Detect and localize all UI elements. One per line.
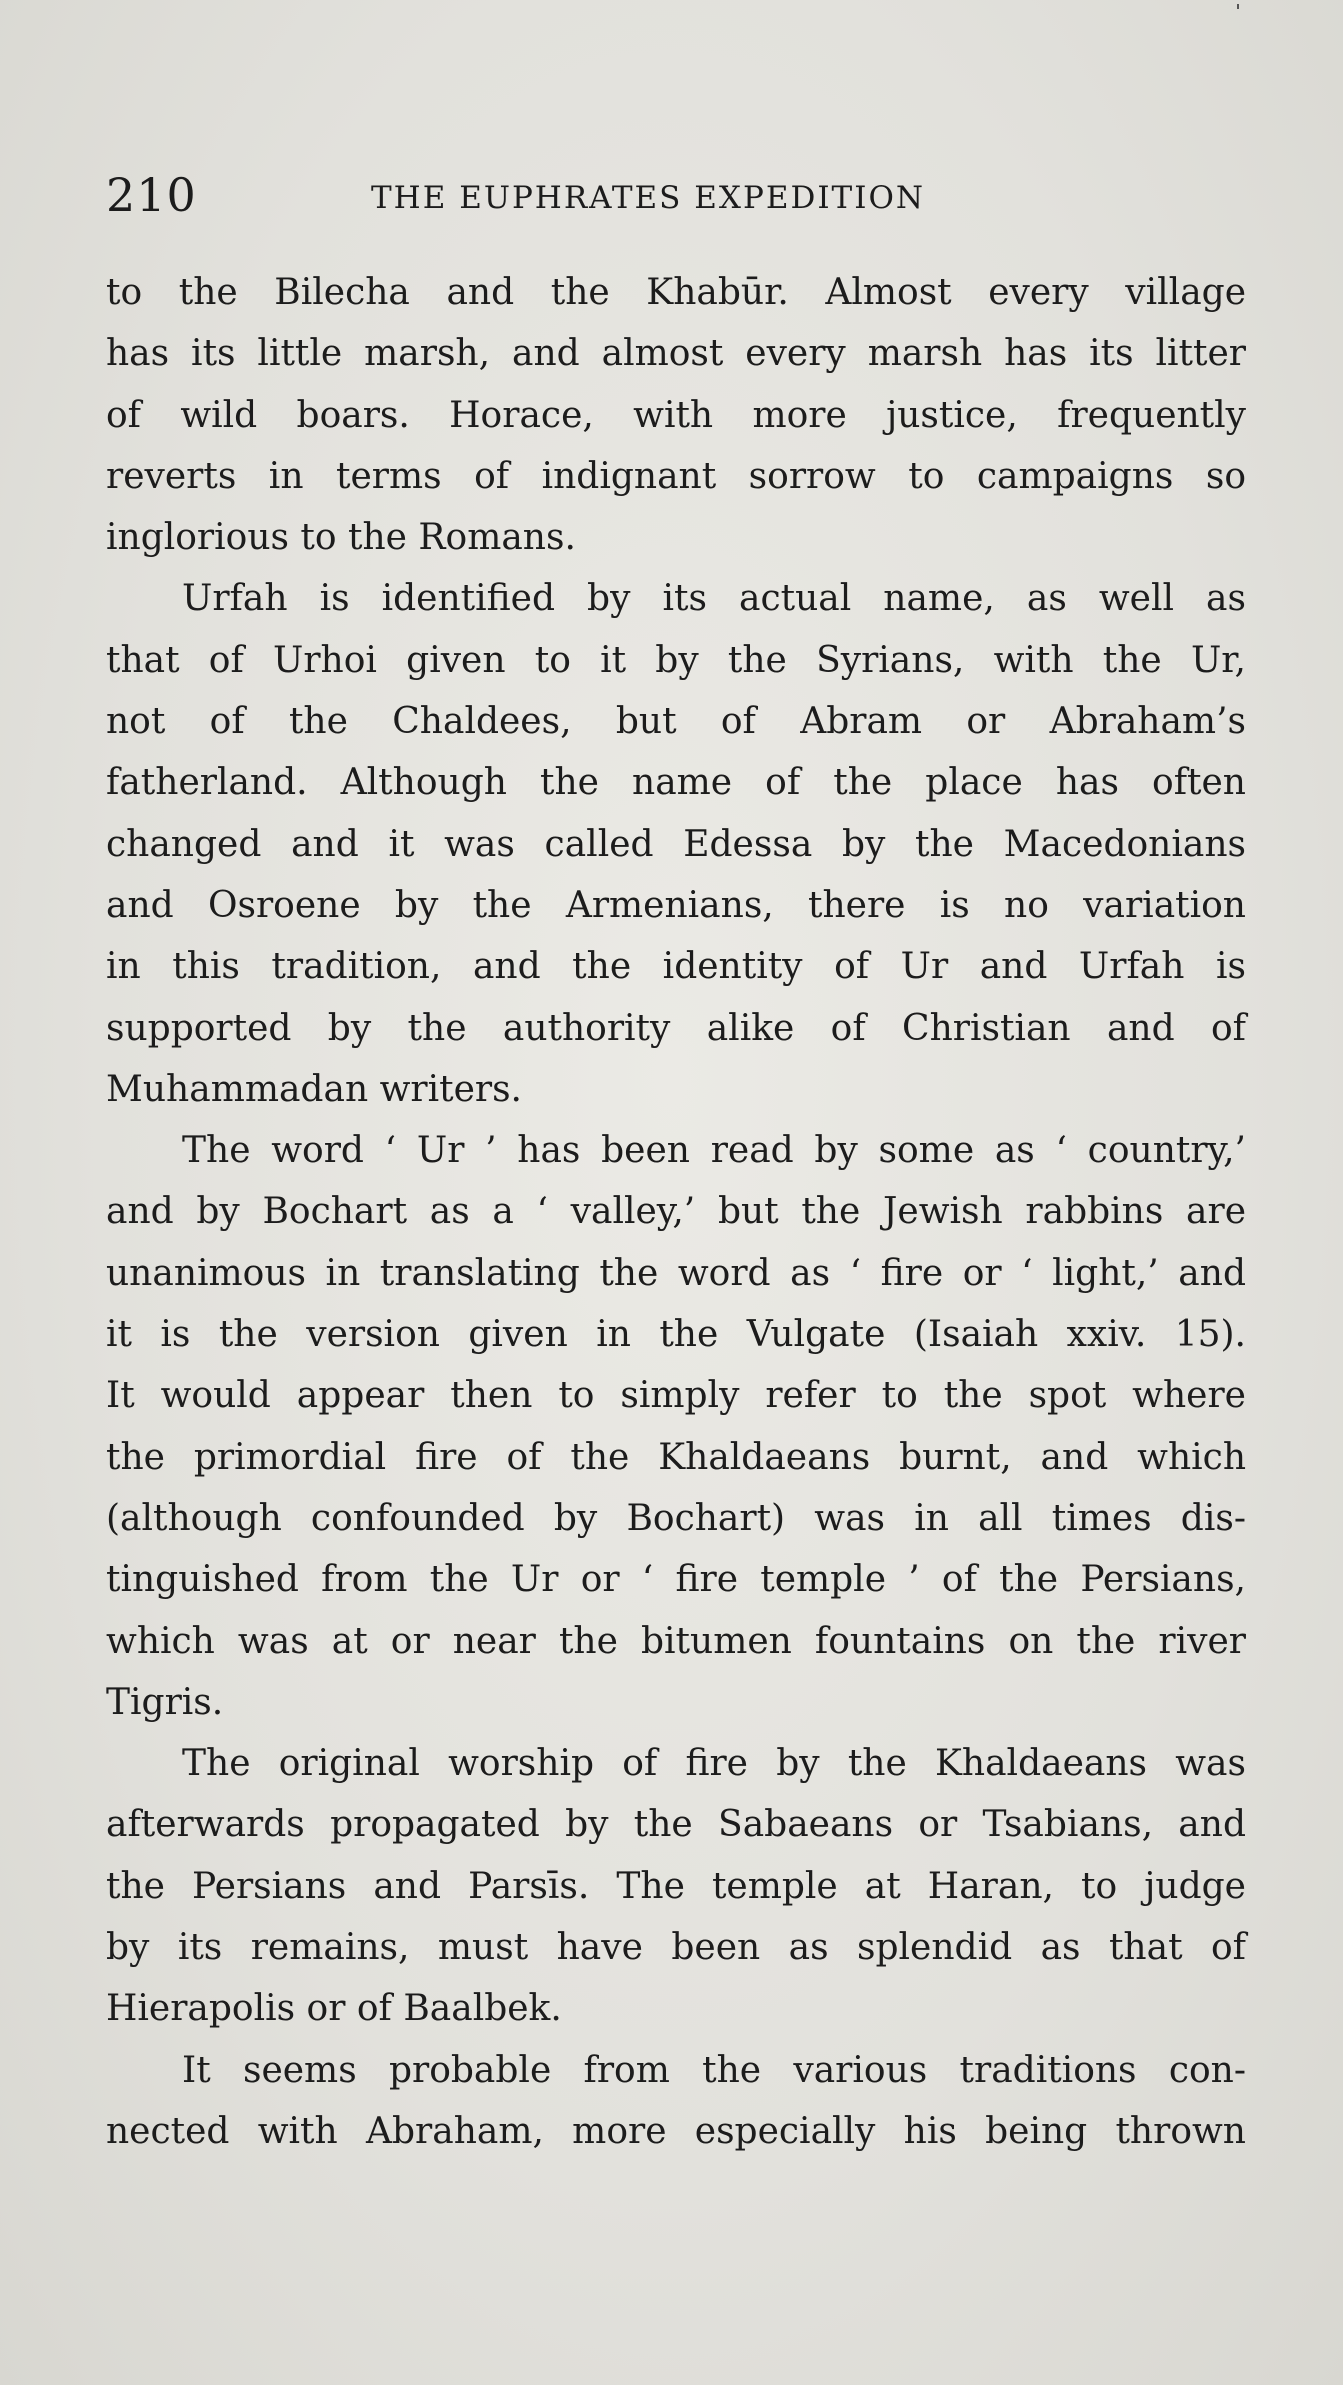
- text-line: Muhammadan writers.: [106, 1068, 523, 1110]
- text-line: to the Bilecha and the Khabūr. Almost every village: [106, 272, 1246, 313]
- text-line: nected with Abraham, more especially his being thrown: [106, 2110, 1246, 2152]
- text-line: It would appear then to simply refer to the spot where: [106, 1375, 1246, 1417]
- text-line: inglorious to the Romans.: [106, 517, 576, 559]
- text-line: afterwards propagated by the Sabaeans or Tsabians, and: [106, 1804, 1246, 1846]
- text-line: supported by the authority alike of Christian and of: [106, 1007, 1246, 1049]
- text-line: tinguished from the Ur or ‘ fire temple ’ of the Persians,: [106, 1559, 1246, 1601]
- text-line: that of Urhoi given to it by the Syrians, with the Ur,: [106, 639, 1246, 681]
- text-line: Tigris.: [106, 1681, 224, 1723]
- text-line: fatherland. Although the name of the place has often: [106, 762, 1246, 804]
- paper-speck: [1237, 4, 1239, 9]
- text-line: Urfah is identified by its actual name, as well as: [182, 578, 1246, 620]
- running-title: THE EUPHRATES EXPEDITION: [371, 180, 926, 216]
- text-line: which was at or near the bitumen fountains on the river: [106, 1620, 1246, 1662]
- text-line: The word ‘ Ur ’ has been read by some as ‘ country,’: [182, 1130, 1246, 1172]
- text-line: (although confounded by Bochart) was in all times dis-: [106, 1497, 1246, 1539]
- text-line: of wild boars. Horace, with more justice, frequently: [106, 394, 1246, 436]
- page-number: 210: [106, 168, 197, 222]
- text-line: Hierapolis or of Baalbek.: [106, 1988, 562, 2030]
- text-line: by its remains, must have been as splendid as that of: [106, 1927, 1246, 1969]
- text-line: the Persians and Parsīs. The temple at Haran, to judge: [106, 1865, 1246, 1907]
- text-line: in this tradition, and the identity of Ur and Urfah is: [106, 946, 1246, 988]
- text-line: and Osroene by the Armenians, there is no variation: [106, 884, 1246, 926]
- running-head: [106, 168, 1246, 232]
- text-line: the primordial fire of the Khaldaeans burnt, and which: [106, 1436, 1246, 1478]
- text-line: The original worship of fire by the Khaldaeans was: [182, 1743, 1246, 1785]
- text-line: has its little marsh, and almost every marsh has its litter: [106, 333, 1246, 375]
- text-line: reverts in terms of indignant sorrow to campaigns so: [106, 455, 1246, 497]
- body-text: [106, 262, 1246, 2162]
- text-line: changed and it was called Edessa by the Macedonians: [106, 823, 1246, 865]
- text-line: not of the Chaldees, but of Abram or Abraham’s: [106, 701, 1246, 743]
- text-line: and by Bochart as a ‘ valley,’ but the Jewish rabbins are: [106, 1191, 1246, 1233]
- text-line: it is the version given in the Vulgate (Isaiah xxiv. 15).: [106, 1314, 1246, 1356]
- text-line: It seems probable from the various traditions con-: [182, 2049, 1246, 2091]
- text-line: unanimous in translating the word as ‘ fire or ‘ light,’ and: [106, 1252, 1246, 1294]
